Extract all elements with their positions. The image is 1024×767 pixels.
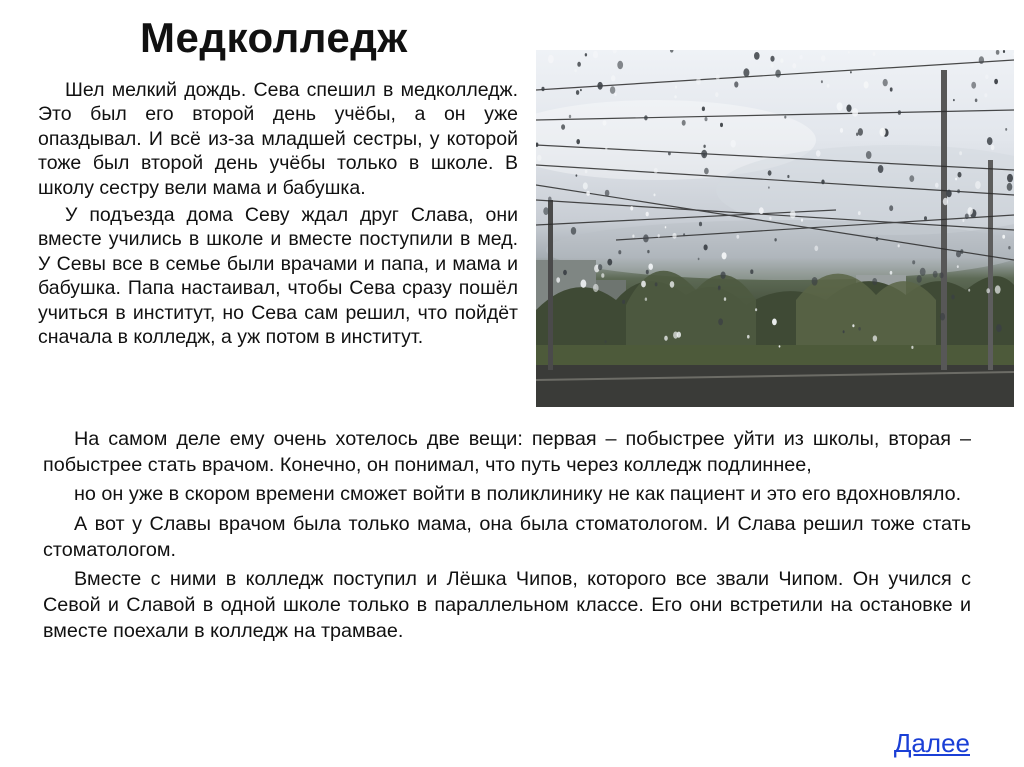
bottom-text-block — [43, 426, 971, 648]
paragraph: На самом деле ему очень хотелось две вещи: первая – побыстрее уйти из школы, вторая – побыстрее стать врачом. Конечно, он понимал, что путь через колледж подлиннее, — [43, 428, 971, 477]
paragraph: А вот у Славы врачом была только мама, она была стоматологом. И Слава решил тоже стать стоматологом. — [43, 512, 971, 561]
paragraph: Вместе с ними в колледж поступил и Лёшка Чипов, которого все звали Чипом. Он учился с Севой и Славой в одной школе только в параллельном классе. Его они встретили на остановке и вместе поехали в колледж на трамвае. — [43, 568, 971, 643]
slide-title: Медколледж — [140, 14, 408, 61]
next-link[interactable]: Далее — [893, 728, 970, 758]
rainy-window-photo — [536, 50, 1014, 407]
paragraph: Шел мелкий дождь. Сева спешил в медколледж. Это был его второй день учёбы, а он уже опаздывал. И всё из-за младшей сестры, у которой тоже был второй день учёбы только в школе. В школу сестру вели мама и бабушка. — [38, 79, 518, 199]
top-text-block — [38, 78, 518, 352]
paragraph: У подъезда дома Севу ждал друг Слава, они вместе учились в школе и вместе поступили в мед. У Севы все в семье были врачами и папа, и мама и бабушка. Папа настаивал, чтобы Сева сразу пошёл учиться в институт, но Сева сам решил, что пойдёт сначала в колледж, а уж потом в институт. — [38, 204, 518, 349]
paragraph: но он уже в скором времени сможет войти в поликлинику не как пациент и это его вдохновляло. — [74, 483, 962, 506]
